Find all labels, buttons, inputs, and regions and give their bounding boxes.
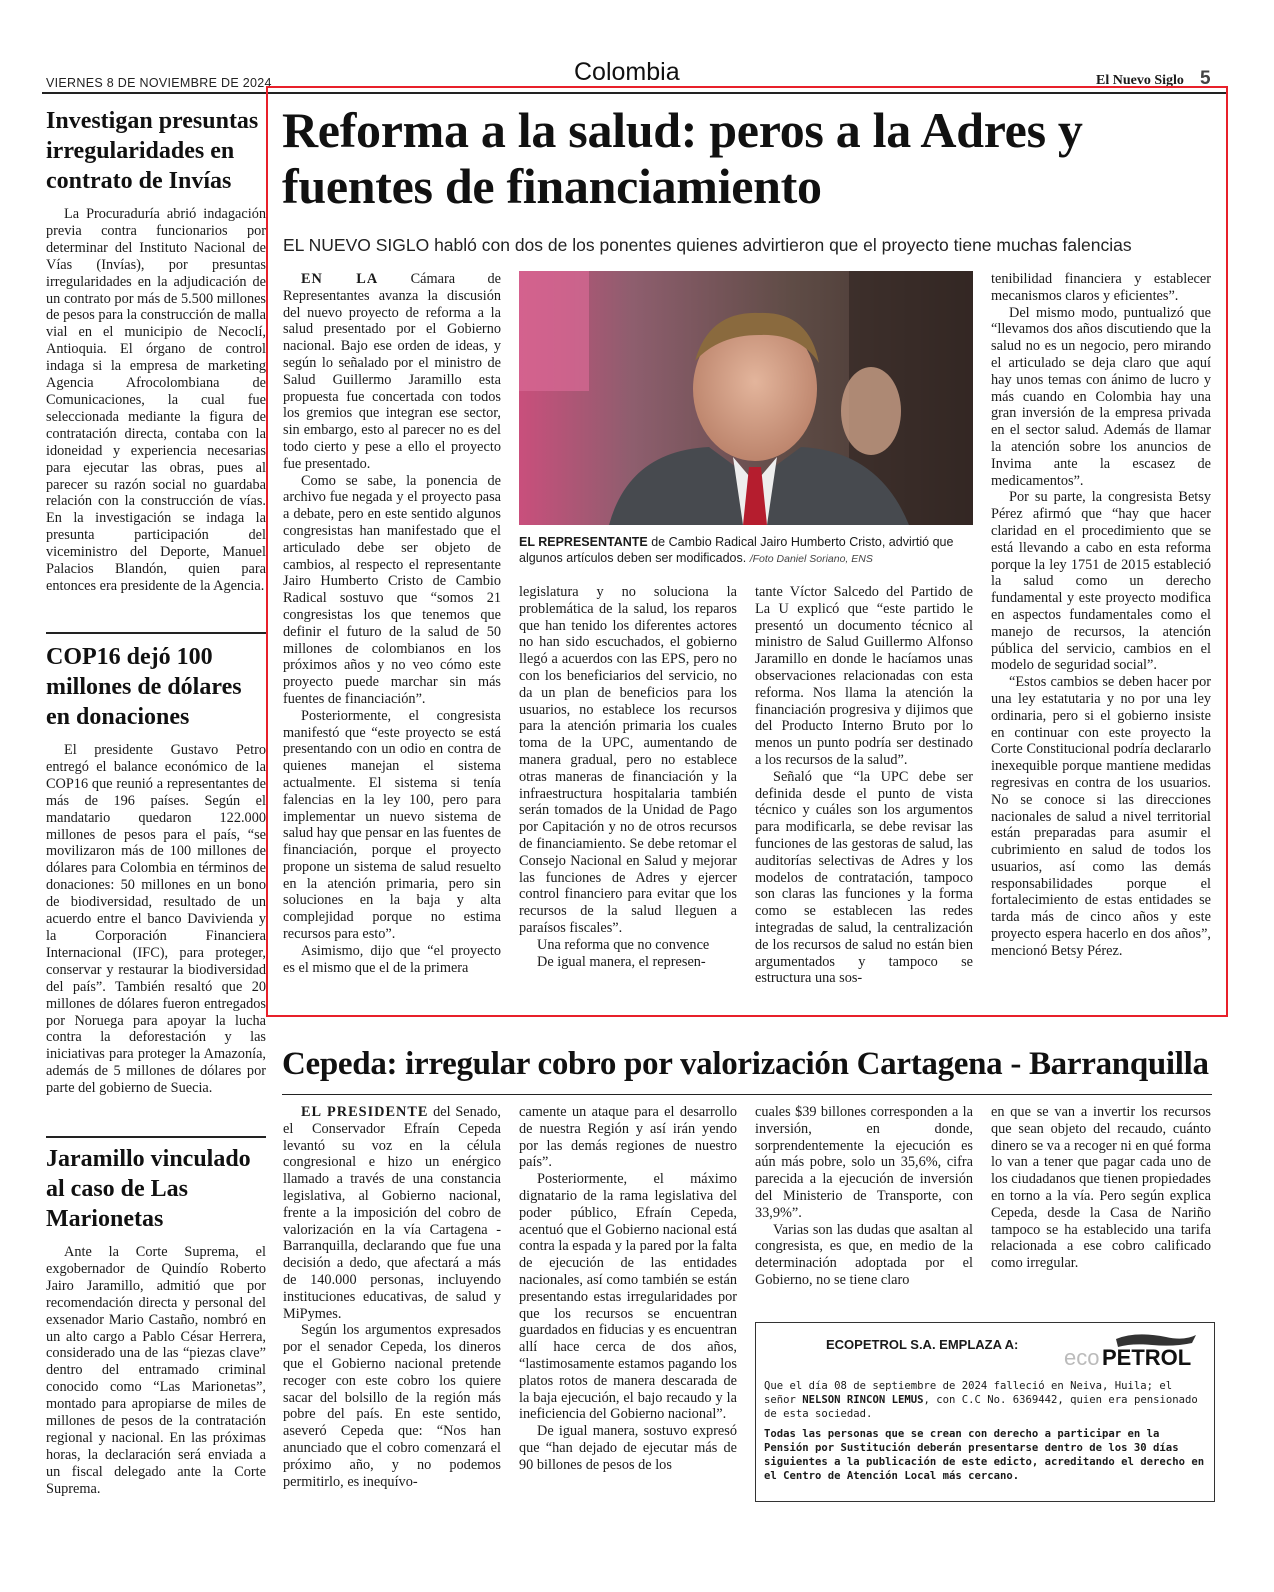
caption-text: de Cambio Radical Jairo Humberto Cristo, advirtió que algunos artículos deben ser modificados. bbox=[519, 535, 954, 565]
paragraph: cuales $39 billones corresponden a la inversión, en donde, sorprendentemente la ejecución es aún más pobre, solo un 35,6%, cifra parecida a la ejecución de inversión del Ministerio de Transporte, con 33,9%”. bbox=[755, 1104, 973, 1221]
paragraph: Posteriormente, el congresista manifestó que “este proyecto se está presentando con un odio en contra de quienes manejan el sistema actualmente. El sistema si tenía falencias en la ley 100, pero para implementar un nuevo sistema de salud hay que pensar en las fuentes de financiación, porque el proyecto propone un sistema de salud resuelto en la atención primaria, pero sin soluciones en la baja y alta complejidad porque no estima recursos para esto”. bbox=[283, 707, 501, 943]
paragraph: Cámara de Representantes avanza la discusión del nuevo proyecto de reforma a la salud presentado por el Gobierno nacional. Bajo ese orden de ideas, y según lo señalado por el ministro de Salud Guillermo Jaramillo esta propuesta fue concertada con todos los gremios que integran ese sector, sin embargo, esto al parecer no es del todo cierto y pese a ello el proyecto fue presentado. bbox=[283, 271, 502, 472]
paragraph: Según los argumentos expresados por el senador Cepeda, los dineros que el Gobierno nacional pretende recoger con este cobro los quiere sacar del bolsillo de la región más pobre del país. En este sentido, aseveró Cepeda que: “Nos han anunciado que el cobro comenzará el próximo año, y no podemos permitirlo, es inequívo- bbox=[283, 1322, 501, 1490]
story2-column-2 bbox=[519, 1104, 737, 1474]
photo-credit: /Foto Daniel Soriano, ENS bbox=[749, 553, 873, 565]
iguana-icon bbox=[1056, 1331, 1206, 1371]
sidebar-story-invias bbox=[46, 106, 266, 595]
main-subhead: EL NUEVO SIGLO habló con dos de los ponentes quienes advirtieron que el proyecto tiene muchas falencias bbox=[283, 235, 1132, 255]
ecopetrol-logo bbox=[1056, 1331, 1206, 1371]
ad-paragraph-2: Todas las personas que se crean con derecho a participar en la Pensión por Sustitución deberán presentarse dentro de los 30 días siguientes a la publicación de este edicto, acreditando el derecho en el Centro de Atención Local más cercano. bbox=[764, 1428, 1205, 1482]
story2-rule bbox=[282, 1094, 1212, 1095]
sidebar-headline: Jaramillo vinculado al caso de Las Marionetas bbox=[46, 1146, 251, 1232]
paragraph: del Senado, el Conservador Efraín Cepeda levantó su voz en la célula congresional e hizo un enérgico llamado a través de una constancia legislativa, al Gobierno nacional, frente a la imposición del cobro de valorización en la vía Cartagena - Barranquilla, declarando que fue una decisión a dedo, que afectará a más de 140.000 personas, incluyendo instituciones educativas, de salud y MiPymes. bbox=[283, 1104, 502, 1322]
photo-caption bbox=[519, 534, 973, 567]
sidebar-divider bbox=[46, 1136, 266, 1138]
paragraph: Como se sabe, la ponencia de archivo fue negada y el proyecto pasa a debate, pero en este sentido algunos congresistas han manifestado que el articulado debe ser objeto de cambios, al respecto el representante Jairo Humberto Cristo de Cambio Radical sostuvo que “somos 21 congresistas los que tenemos que definir el futuro de la salud de 50 millones de colombianos en los próximos años y no veo cómo este proyecto puede marchar sin más fuentes de financiación”. bbox=[283, 472, 501, 707]
lead-in: EL PRESIDENTE bbox=[301, 1104, 429, 1120]
sidebar-divider bbox=[46, 632, 266, 634]
subheading: Una reforma que no convence bbox=[537, 936, 710, 953]
section-title: Colombia bbox=[574, 58, 680, 86]
logo-light: eco bbox=[1064, 1345, 1100, 1370]
sidebar-story-cop16 bbox=[46, 642, 266, 1097]
story2-headline: Cepeda: irregular cobro por valorización Cartagena - Barranquilla bbox=[282, 1046, 1209, 1082]
paragraph: “Estos cambios se deben hacer por una ley estatutaria y no por una ley ordinaria, pero si el gobierno insiste en continuar con este proyecto la Corte Constitucional podría declararlo inexequible porque mantiene medidas regresivas en contra de los usuarios. No se conoce si las direcciones nacionales de salud a nivel territorial están preparadas para asumir el cubrimiento en salud de todos los usuarios, así como las demás responsabilidades porque el fortalecimiento de estas entidades se tarda más de cinco años y este proyecto espera hacerlo en dos años”, mencionó Betsy Pérez. bbox=[991, 674, 1211, 959]
sidebar-body: Ante la Corte Suprema, el exgobernador de Quindío Roberto Jairo Jaramillo, admitió que por recomendación directa y personal del exsenador Mario Castaño, nombró en un alto cargo a Pablo César Herrera, considerado una de las “piezas clave” dentro del entramado criminal conocido como “Las Marionetas”, montado para apropiarse de miles de millones de pesos de la contratación regional y nacional. En las próximas horas, la declaración será enviada a un fiscal delegado ante la Corte Suprema. bbox=[46, 1244, 266, 1497]
paragraph: Por su parte, la congresista Betsy Pérez afirmó que “hay que hacer claridad en el procedimiento que se está llevando a cabo en esta reforma porque la ley 1751 de 2015 estableció la salud como un derecho fundamental y este proyecto modifica en aspectos fundamentales como el manejo de recursos, la atención pública del servicio, cambios en el modelo de seguridad social”. bbox=[991, 489, 1211, 674]
main-column-3 bbox=[755, 584, 973, 987]
paragraph: Del mismo modo, puntualizó que “llevamos dos años discutiendo que la salud no es un negocio, pero mirando el articulado se deja claro que aquí hay unos temas con ánimo de lucro y más cuando en Colombia hay una gran inversión de la empresa privada en el sector salud. Además de llamar la atención sobre los anuncios de Invima ante la escasez de medicamentos”. bbox=[991, 304, 1211, 489]
ad-paragraph-1: Que el día 08 de septiembre de 2024 falleció en Neiva, Huila; el señor NELSON RINCON LEMUS, con C.C No. 6369442, quien era pensionado de esta sociedad. bbox=[764, 1380, 1198, 1420]
lead-in: EN LA bbox=[301, 271, 379, 287]
paragraph: De igual manera, el represen- bbox=[537, 953, 706, 970]
main-column-1 bbox=[283, 271, 501, 976]
main-column-2 bbox=[519, 584, 737, 970]
sidebar-body: La Procuraduría abrió indagación previa contra funcionarios por determinar del Instituto Nacional de Vías (Invías), por presuntas irregularidades en la adjudicación de un contrato por más de 5.500 millones de pesos para la construcción de malla vial en el municipio de Necoclí, Antioquia. El órgano de control indaga si la empresa de marketing Agencia Afrocolombiana de Comunicaciones, la cual fue seleccionada mediante la figura de contratación directa, contaba con la idoneidad y experiencia necesarias para ejecutar las obras, pues al parecer su razón social no guardaba relación con la construcción de vías. En la investigación se indaga la presunta participación del viceministro del Deporte, Manuel Palacios Blandón, quien para entonces era presidente de la Agencia. bbox=[46, 206, 266, 594]
deceased-name: NELSON RINCON LEMUS bbox=[802, 1394, 924, 1406]
story2-column-4 bbox=[991, 1104, 1211, 1272]
page-number: 5 bbox=[1200, 68, 1211, 89]
legal-notice-ad bbox=[755, 1322, 1215, 1502]
paragraph: Varias son las dudas que asaltan al congresista, es que, en medio de la determinación adoptada por el Gobierno, no se tiene claro bbox=[755, 1221, 973, 1288]
caption-lead: EL REPRESENTANTE bbox=[519, 535, 648, 549]
paragraph: tenibilidad financiera y establecer mecanismos claros y eficientes”. bbox=[991, 271, 1211, 304]
paragraph: Asimismo, dijo que “el proyecto es el mismo que el de la primera bbox=[283, 942, 501, 976]
paragraph: tante Víctor Salcedo del Partido de La U explicó que “este partido le presentó un documento técnico al ministro de Salud Guillermo Alfonso Jaramillo en donde le hacíamos unas observaciones relacionadas con esta reforma. Nos llama la atención la financiación progresiva y dijimos que del Producto Interno Bruto por lo menos un punto podría ser destinado a los recursos de la salud”. bbox=[755, 584, 973, 768]
sidebar-headline: COP16 dejó 100 millones de dólares en donaciones bbox=[46, 644, 242, 730]
ad-title: ECOPETROL S.A. EMPLAZA A: bbox=[826, 1337, 1019, 1352]
paragraph: Posteriormente, el máximo dignatario de la rama legislativa del poder público, Efraín Cepeda, acentuó que el Gobierno nacional está contra la espada y la pared por la falta de ejecución de las entidades nacionales, así como también se están presentando estas irregularidades por que los recursos se encuentran guardados en fiducias y es encuentran allí hace cerca de dos años, “lastimosamente estamos pagando los platos rotos de manera descarada de la baja ejecución, el bajo recaudo y la ineficiencia del Gobierno nacional”. bbox=[519, 1171, 737, 1423]
paragraph: camente un ataque para el desarrollo de nuestra Región y así irán yendo por las demás regiones de nuestro país”. bbox=[519, 1104, 737, 1171]
story2-column-3 bbox=[755, 1104, 973, 1289]
edition-date: VIERNES 8 DE NOVIEMBRE DE 2024 bbox=[46, 76, 272, 90]
photo-illustration bbox=[519, 271, 973, 525]
story-photo bbox=[519, 271, 973, 525]
sidebar-story-marionetas bbox=[46, 1144, 266, 1498]
logo-bold: PETROL bbox=[1102, 1345, 1192, 1370]
main-column-4 bbox=[991, 271, 1211, 960]
story2-column-1 bbox=[283, 1104, 501, 1490]
main-headline: Reforma a la salud: peros a la Adres y fuentes de financiamiento bbox=[282, 102, 1083, 214]
masthead-logo: El Nuevo Siglo bbox=[1096, 73, 1184, 88]
paragraph: en que se van a invertir los recursos que sean objeto del recaudo, cuánto dinero se va a recoger ni en qué forma lo van a tener que pagar cada uno de los ciudadanos que tienen propiedades en torno a la vía. Pero según explica Cepeda, desde la Casa de Nariño tampoco se ha establecido una tarifa relacionada a ese cobro calificado como irregular. bbox=[991, 1104, 1211, 1272]
paragraph: legislatura y no soluciona la problemática de la salud, los reparos que han tenido los diferentes actores no han sido escuchados, el gobierno llegó a acuerdos con las EPS, pero no con los beneficiarios del servicio, no da un plan de beneficios para los usuarios, no establece los recursos para la atención primaria los cuales toma de la UPC, aumentando de manera gradual, pero no establece otras maneras de financiación y la infraestructura hospitalaria también serán tomados de la Unidad de Pago por Capitación y no de otros recursos de financiamiento. Se debe retomar el Consejo Nacional en Salud y mejorar las funciones de Adres y ejercer control financiero para evitar que los recursos de la salud lleguen a paraísos fiscales”. bbox=[519, 584, 737, 936]
sidebar-headline: Investigan presuntas irregularidades en contrato de Invías bbox=[46, 108, 259, 194]
paragraph: Señaló que “la UPC debe ser definida desde el punto de vista técnico y cuáles son los argumentos para modificarla, se debe revisar las funciones de las gestoras de salud, las auditorías selectivas de Adres y los modelos de contratación, tampoco son claras las funciones y la forma como se establecen las redes integradas de salud, la centralización de los recursos de salud no están bien argumentados y tampoco se estructura una sos- bbox=[755, 768, 973, 987]
paragraph: De igual manera, sostuvo expresó que “han dejado de ejecutar más de 90 billones de pesos de los bbox=[519, 1423, 737, 1473]
sidebar-body: El presidente Gustavo Petro entregó el balance económico de la COP16 que reunió a representantes de más de 196 países. Según el mandatario quedaron 122.000 millones de pesos para el país, “se movilizaron más de 100 millones de dólares para Colombia en términos de donaciones: 50 millones en un bono de biodiversidad, resultado de un acuerdo entre el banco Davivienda y la Corporación Financiera Internacional (IFC), para proteger, conservar y restaurar la biodiversidad del país”. También resaltó que 20 millones de dólares fueron entregados por Noruega para apoyar la lucha contra la deforestación y las iniciativas para proteger la Amazonía, además de 5 millones de dólares por parte del gobierno de Suecia. bbox=[46, 742, 266, 1097]
